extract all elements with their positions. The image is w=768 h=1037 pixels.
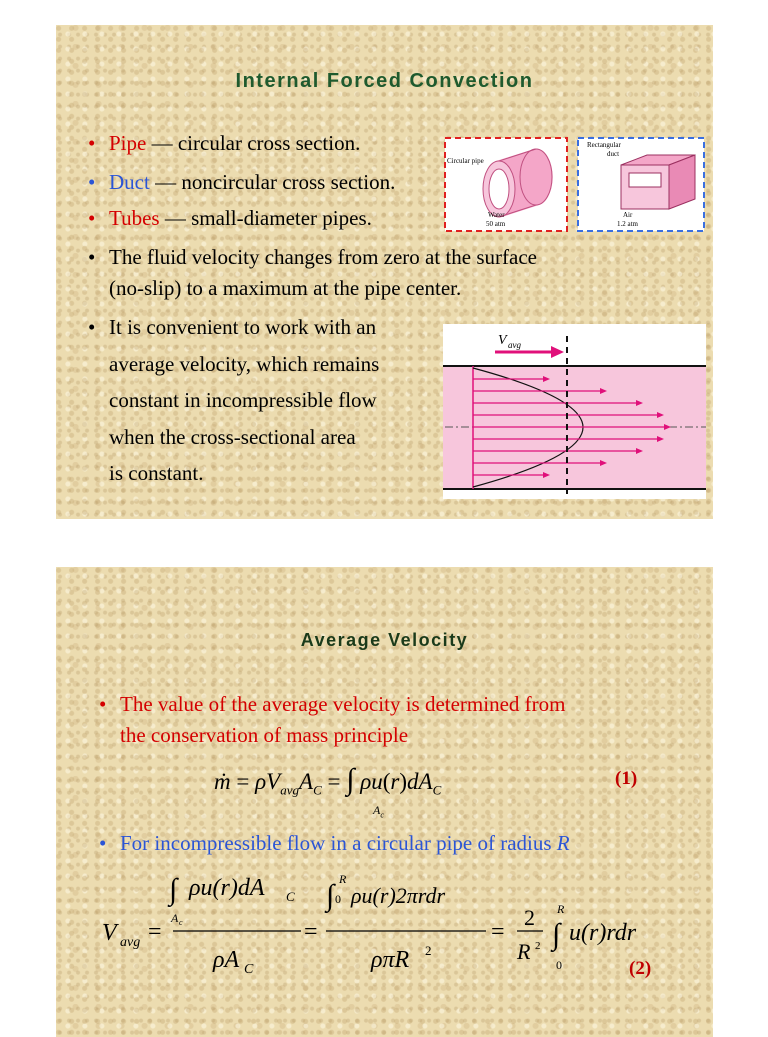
svg-text:avg: avg (120, 935, 141, 950)
water-label: Water (488, 211, 505, 219)
eq1-integral-limit: $A_c$ (373, 803, 384, 820)
bullet-pipe: • Pipe — circular cross section. (88, 131, 361, 155)
water-pressure-label: 50 atm (486, 220, 506, 228)
bullet-velocity-profile: • The fluid velocity changes from zero at the surface (no-slip) to a maximum at the pipe center. (88, 245, 537, 300)
bullet-incompressible-flow: • For incompressible flow in a circular pipe of radius R (99, 831, 570, 855)
svg-text:0: 0 (335, 892, 341, 906)
equation-2-number: (2) (629, 958, 652, 979)
bullet-duct: • Duct — noncircular cross section. (88, 170, 396, 194)
bullet-average-velocity: • It is convenient to work with an average velocity, which remains constant in incompressible flow when the cross-sectional area is constant. (88, 315, 380, 485)
rectangular-duct-figure (577, 137, 705, 232)
svg-text:ρu(r)dA: ρu(r)dA (189, 875, 265, 901)
svg-text:∫: ∫ (326, 879, 335, 912)
svg-text:A: A (171, 911, 179, 925)
svg-text:c: c (179, 918, 183, 927)
svg-text:R: R (557, 902, 565, 916)
svg-text:2: 2 (535, 940, 541, 952)
svg-text:=: = (148, 919, 162, 945)
svg-text:u(r)rdr: u(r)rdr (569, 920, 637, 946)
rectangular-label: Rectangular (587, 141, 621, 149)
vavg-subscript: avg (508, 340, 521, 350)
air-pressure-label: 1.2 atm (617, 220, 638, 228)
circular-pipe-label: Circular pipe (447, 157, 484, 165)
bullet-tubes: • Tubes — small-diameter pipes. (88, 206, 372, 230)
tubes-definition: small-diameter pipes. (191, 206, 372, 230)
circular-pipe-figure (444, 137, 568, 232)
velocity-profile-figure (443, 324, 706, 499)
svg-text:C: C (244, 962, 254, 977)
svg-text:R: R (339, 872, 347, 886)
svg-text:∫: ∫ (169, 873, 178, 906)
svg-text:ρu(r)2πrdr: ρu(r)2πrdr (351, 883, 446, 908)
equation-1-number: (1) (615, 768, 638, 789)
svg-text:∫: ∫ (552, 918, 561, 951)
duct-label: duct (607, 150, 620, 158)
term-duct: Duct (109, 170, 150, 194)
svg-text:ρπR: ρπR (371, 947, 410, 973)
air-label: Air (623, 211, 633, 219)
slide-average-velocity (56, 567, 713, 1037)
svg-text:R: R (517, 939, 531, 964)
equation-1: ṁ = $\rho V_{avg}A_C$ = ∫ $\rho u(r)dA_C$ (214, 763, 442, 798)
term-pipe: Pipe (109, 131, 147, 155)
bullet-conservation-of-mass: • The value of the average velocity is determined from the conservation of mass principle (99, 692, 566, 747)
svg-text:2: 2 (524, 905, 535, 930)
svg-text:=: = (491, 919, 505, 945)
slide-internal-forced-convection (56, 25, 713, 519)
svg-text:V: V (102, 920, 117, 946)
svg-text:C: C (286, 889, 295, 904)
equation-2 (96, 865, 713, 990)
svg-text:0: 0 (556, 958, 562, 972)
slide-title: Internal Forced Convection (235, 70, 534, 92)
svg-text:=: = (304, 919, 318, 945)
pipe-definition: circular cross section. (177, 131, 361, 155)
term-tubes: Tubes (109, 206, 160, 230)
svg-text:2: 2 (425, 943, 432, 958)
svg-text:ρA: ρA (213, 947, 240, 973)
slide-title: Average Velocity (300, 630, 469, 650)
vavg-label: V (498, 333, 507, 348)
duct-definition: noncircular cross section. (181, 170, 396, 194)
